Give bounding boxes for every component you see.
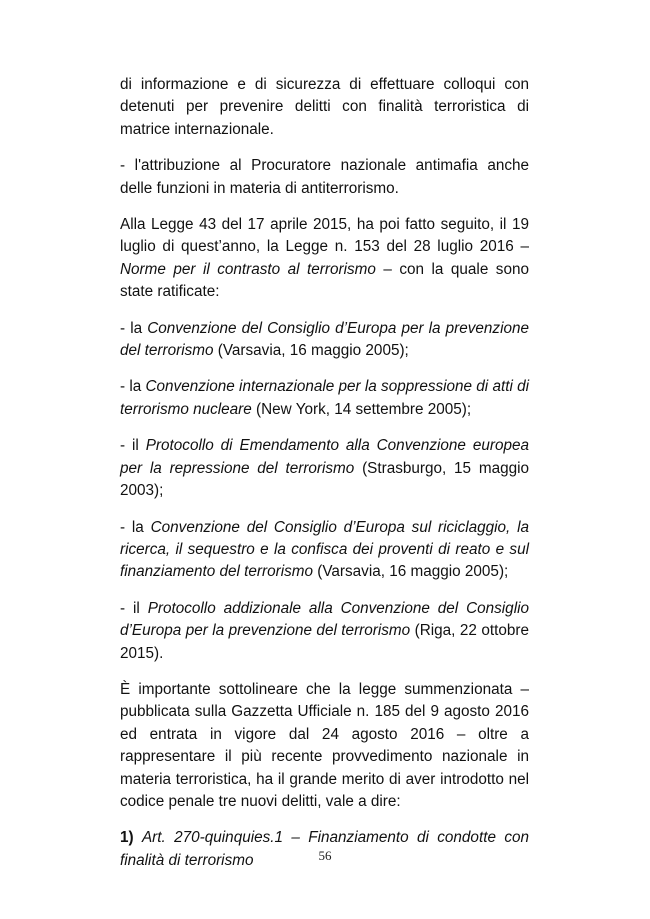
paragraph — [120, 214, 529, 304]
paragraph — [120, 318, 529, 363]
text-run: (Varsavia, 16 maggio 2005); — [313, 563, 509, 581]
paragraph — [120, 679, 529, 813]
text-run: Alla Legge 43 del 17 aprile 2015, ha poi fatto seguito, il 19 luglio di quest’anno, la Legge n. 153 del 28 luglio 2016 – — [120, 216, 529, 256]
text-run: - la — [120, 518, 151, 536]
paragraph — [120, 376, 529, 421]
italic-text: Art. 270-quinquies.1 – Finanziamento di condotte con finalità di terrorismo — [120, 829, 529, 869]
italic-text: Protocollo di Emendamento alla Convenzione europea per la repressione del terrorismo — [120, 437, 529, 477]
text-run — [134, 829, 142, 846]
text-run: - la — [120, 378, 146, 396]
paragraph — [120, 74, 529, 141]
text-run: di informazione e di sicurezza di effettuare colloqui con detenuti per prevenire delitti con finalità terroristica di matrice internazionale. — [120, 76, 529, 138]
text-run: - il — [120, 437, 146, 455]
italic-text: Convenzione internazionale per la soppressione di atti di terrorismo nucleare — [120, 378, 530, 418]
italic-text: Protocollo addizionale alla Convenzione del Consiglio d’Europa per la prevenzione del terrorismo — [120, 599, 529, 640]
text-run: (Varsavia, 16 maggio 2005); — [213, 342, 409, 360]
paragraph — [120, 155, 529, 200]
paragraph — [120, 517, 529, 584]
text-run: - la — [120, 319, 148, 337]
text-run: – con la quale sono state ratificate: — [120, 260, 529, 301]
italic-text: Norme per il contrasto al terrorismo — [120, 260, 376, 278]
document-body — [120, 74, 529, 886]
page-number: 56 — [318, 848, 332, 863]
paragraph — [120, 598, 529, 665]
text-run: (New York, 14 settembre 2005); — [251, 400, 472, 418]
text-run: - l'attribuzione al Procuratore nazionale antimafia anche delle funzioni in materia di antiterrorismo. — [120, 157, 529, 197]
italic-text: Convenzione del Consiglio d’Europa per la prevenzione del terrorismo — [120, 319, 530, 360]
text-run: - il — [120, 599, 148, 617]
paragraph — [120, 435, 529, 502]
text-run: (Strasburgo, 15 maggio 2003); — [120, 459, 529, 500]
text-run: (Riga, 22 ottobre 2015). — [120, 622, 529, 662]
text-run: È importante sottolineare che la legge summenzionata – pubblicata sulla Gazzetta Ufficiale n. 185 del 9 agosto 2016 ed entrata in vigore dal 24 agosto 2016 – oltre a rappresentare il più recente provvedimento nazionale in materia terroristica, ha il grande merito di aver introdotto nel codice penale tre nuovi delitti, vale a dire: — [120, 680, 529, 810]
italic-text: Convenzione del Consiglio d’Europa sul riciclaggio, la ricerca, il sequestro e la confisca dei proventi di reato e sul finanziamento del terrorismo — [120, 518, 529, 581]
bold-text: 1) — [120, 829, 134, 847]
